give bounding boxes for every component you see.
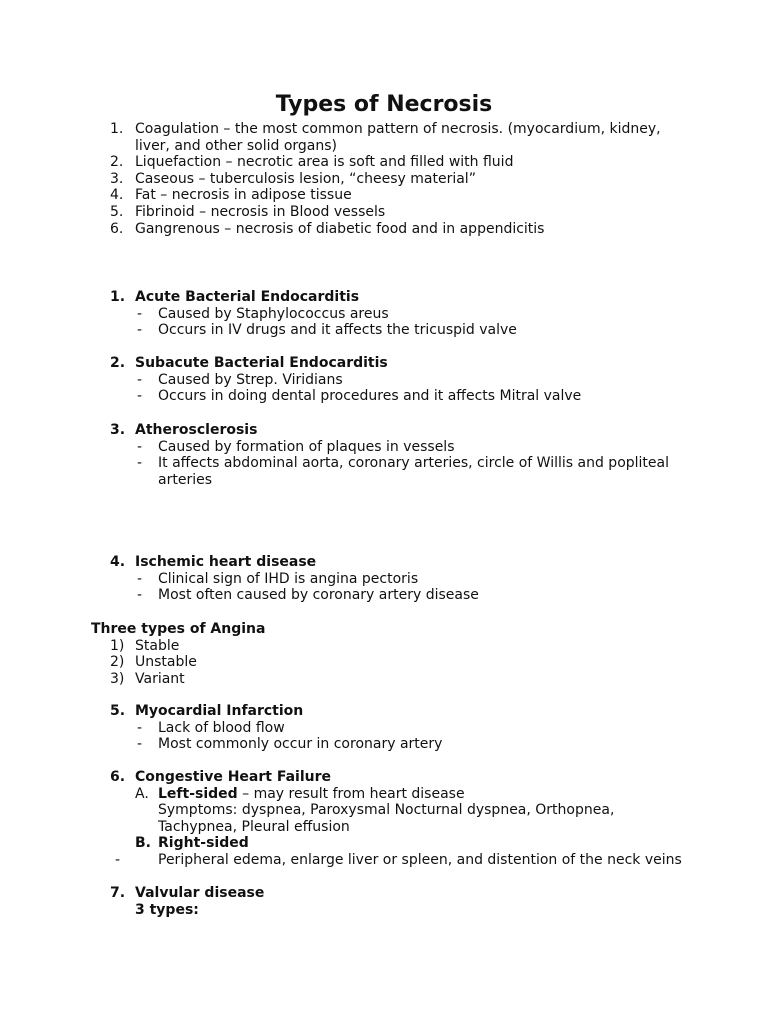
list-number: 3) (110, 670, 125, 687)
list-text: Gangrenous – necrosis of diabetic food and in appendicitis (135, 220, 545, 237)
list-text: Most often caused by coronary artery disease (158, 587, 479, 604)
list-text: Peripheral edema, enlarge liver or spleen, and distention of the neck veins (158, 851, 682, 868)
section-subacute-endocarditis (0, 355, 768, 405)
left-sided-text: – may result from heart disease (237, 785, 465, 802)
section-heading-row (0, 769, 768, 786)
list-text: Variant (135, 670, 185, 687)
list-number: 2) (110, 654, 125, 671)
list-text: It affects abdominal aorta, coronary arteries, circle of Willis and popliteal arteries (158, 455, 669, 488)
dash-bullet: - (137, 587, 143, 604)
section-heading: Myocardial Infarction (135, 703, 304, 719)
dash-bullet: - (137, 455, 143, 472)
list-item (0, 439, 768, 456)
left-sided-label: Left-sided (158, 785, 238, 802)
list-item (0, 852, 768, 869)
section-atherosclerosis (0, 422, 768, 488)
section-heading-row (0, 355, 768, 372)
section-heading-row (0, 703, 768, 720)
list-number: 4. (110, 187, 124, 204)
section-heading: Ischemic heart disease (135, 554, 317, 570)
dash-bullet: - (137, 438, 143, 455)
section-heading-row (0, 422, 768, 439)
section-ischemic-heart-disease (0, 554, 768, 604)
section-heading: Valvular disease (135, 885, 265, 901)
list-letter: B. (135, 835, 151, 852)
list-item (0, 671, 768, 688)
section-number: 3. (110, 422, 126, 438)
dash-bullet: - (137, 371, 143, 388)
page-title: Types of Necrosis (275, 92, 493, 117)
section-heading-row (0, 885, 768, 902)
list-text: Occurs in IV drugs and it affects the tricuspid valve (158, 322, 517, 339)
dash-bullet: - (115, 851, 121, 868)
list-item (0, 571, 768, 588)
list-text: Caused by Staphylococcus areus (158, 305, 389, 322)
list-item (0, 736, 768, 753)
list-text: Caused by formation of plaques in vessels (158, 438, 455, 455)
list-item (0, 902, 768, 919)
section-congestive-heart-failure (0, 769, 768, 869)
list-text: Occurs in doing dental procedures and it affects Mitral valve (158, 388, 582, 405)
section-number: 1. (110, 289, 126, 305)
list-number: 3. (110, 170, 124, 187)
section-number: 6. (110, 769, 126, 785)
section-heading: Subacute Bacterial Endocarditis (135, 355, 388, 371)
list-item (0, 455, 768, 488)
list-text: Most commonly occur in coronary artery (158, 736, 443, 753)
right-sided-label: Right-sided (158, 835, 249, 852)
symptoms-text: Symptoms: dyspnea, Paroxysmal Nocturnal dyspnea, Orthopnea, Tachypnea, Pleural effusion (158, 802, 615, 835)
list-number: 1) (110, 637, 125, 654)
list-text: Lack of blood flow (158, 719, 285, 736)
list-item (0, 654, 768, 671)
section-heading: Three types of Angina (91, 621, 266, 637)
section-acute-endocarditis (0, 289, 768, 339)
list-text: Fibrinoid – necrosis in Blood vessels (135, 203, 386, 220)
list-number: 1. (110, 121, 124, 137)
list-text: Coagulation – the most common pattern of necrosis. (myocardium, kidney, liver, and other solid organs) (135, 121, 661, 154)
section-heading-row (0, 554, 768, 571)
section-valvular-disease (0, 885, 768, 918)
section-number: 4. (110, 554, 126, 570)
dash-bullet: - (137, 570, 143, 587)
dash-bullet: - (137, 322, 143, 339)
list-item (0, 835, 768, 852)
section-angina-types (0, 621, 768, 687)
section-number: 2. (110, 355, 126, 371)
list-item (0, 322, 768, 339)
list-letter: A. (135, 785, 149, 802)
dash-bullet: - (137, 736, 143, 753)
section-myocardial-infarction (0, 703, 768, 753)
section-heading: Acute Bacterial Endocarditis (135, 289, 360, 305)
list-item (0, 388, 768, 405)
list-text: Clinical sign of IHD is angina pectoris (158, 570, 419, 587)
list-text: Liquefaction – necrotic area is soft and filled with fluid (135, 154, 514, 171)
section-heading: Congestive Heart Failure (135, 769, 331, 785)
list-number: 2. (110, 154, 124, 171)
dash-bullet: - (137, 719, 143, 736)
list-text: Caseous – tuberculosis lesion, “cheesy material” (135, 170, 476, 187)
list-item (0, 204, 768, 221)
section-heading-row (0, 621, 768, 638)
list-item (0, 638, 768, 655)
list-item (0, 187, 768, 204)
list-item (0, 221, 768, 238)
list-text: Fat – necrosis in adipose tissue (135, 187, 352, 204)
list-item (0, 786, 768, 803)
section-number: 7. (110, 885, 126, 901)
list-text: Stable (135, 637, 180, 654)
list-text: Caused by Strep. Viridians (158, 371, 343, 388)
types-count: 3 types: (135, 901, 199, 918)
list-item (0, 171, 768, 188)
list-item (0, 372, 768, 389)
list-item (0, 587, 768, 604)
symptoms-item (0, 802, 768, 835)
list-item (0, 720, 768, 737)
necrosis-list (0, 121, 768, 237)
section-heading: Atherosclerosis (135, 422, 258, 438)
section-number: 5. (110, 703, 126, 719)
list-item (0, 121, 768, 154)
dash-bullet: - (137, 305, 143, 322)
list-item (0, 306, 768, 323)
list-item (0, 154, 768, 171)
section-heading-row (0, 289, 768, 306)
list-text: Unstable (135, 654, 197, 671)
list-number: 5. (110, 203, 124, 220)
list-number: 6. (110, 220, 124, 237)
dash-bullet: - (137, 388, 143, 405)
